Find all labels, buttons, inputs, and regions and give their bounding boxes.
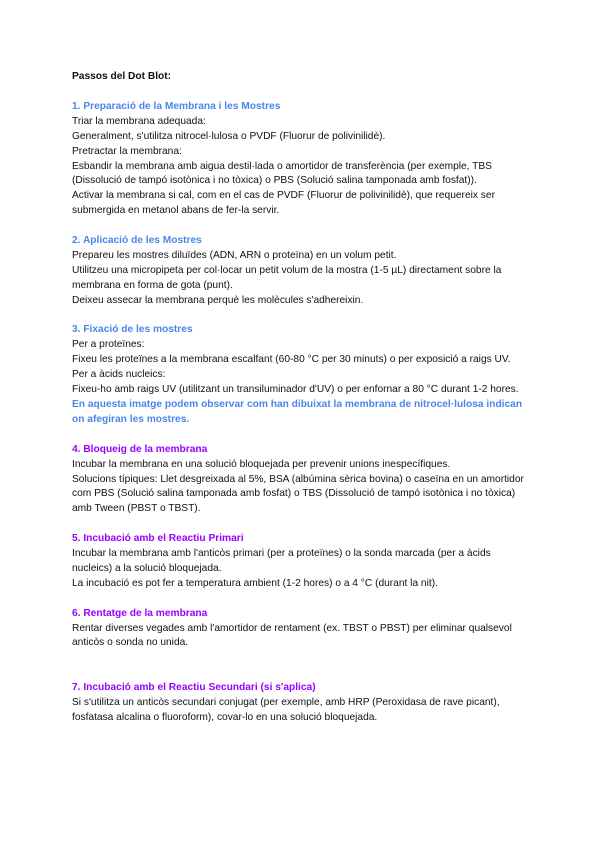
section-6 — [72, 607, 528, 652]
section-1 — [72, 100, 528, 219]
section-heading: 3. Fixació de les mostres — [72, 324, 193, 336]
paragraph: La incubació es pot fer a temperatura ambient (1-2 hores) o a 4 °C (durant la nit). — [72, 577, 438, 589]
paragraph: Deixeu assecar la membrana perquè les molècules s'adhereixin. — [72, 294, 364, 306]
paragraph: Incubar la membrana amb l'anticòs primari (per a proteïnes) o la sonda marcada (per a àcids nucleics) a la solució bloquejada. — [72, 548, 491, 574]
paragraph: Si s'utilitza un anticòs secundari conjugat (per exemple, amb HRP (Peroxidasa de rave picant), fosfatasa alcalina o fluoroform), covar-lo en una solució bloquejada. — [72, 697, 500, 724]
paragraph: Activar la membrana si cal, com en el cas de PVDF (Fluorur de polivinilidè), que requereix ser submergida en metanol abans de fer-la servir. — [72, 190, 495, 217]
paragraph: Rentar diverses vegades amb l'amortidor de rentament (ex. TBST o PBST) per eliminar qualsevol anticòs o sonda no unida. — [72, 622, 512, 649]
section-heading: 2. Aplicació de les Mostres — [72, 235, 202, 247]
section-7 — [72, 681, 528, 726]
paragraph: Fixeu les proteïnes a la membrana escalfant (60-80 °C per 30 minuts) o per exposició a raigs UV. — [72, 354, 511, 366]
paragraph: Esbandir la membrana amb aigua destil·lada o amortidor de transferència (per exemple, TBS (Dissolució de tampó isotònica i no tòxica) o PBS (Solució salina tamponada amb fosfat)). — [72, 160, 492, 187]
document-title: Passos del Dot Blot: — [72, 71, 172, 82]
paragraph: Utilitzeu una micropipeta per col·locar un petit volum de la mostra (1-5 µL) directament sobre la membrana en forma de gota (punt). — [72, 264, 502, 291]
section-heading: 6. Rentatge de la membrana — [72, 607, 208, 619]
section-5 — [72, 532, 528, 592]
paragraph: Generalment, s'utilitza nitrocel·lulosa o PVDF (Fluorur de polivinilidè). — [72, 130, 386, 142]
section-4 — [72, 443, 528, 518]
section-3 — [72, 323, 528, 427]
paragraph: Per a proteïnes: — [72, 339, 145, 351]
paragraph: Prepareu les mostres diluïdes (ADN, ARN o proteïna) en un volum petit. — [72, 249, 397, 261]
section-heading: 7. Incubació amb el Reactiu Secundari (si s'aplica) — [72, 682, 316, 694]
paragraph: Pretractar la membrana: — [72, 145, 182, 157]
paragraph: Per a àcids nucleics: — [72, 369, 166, 381]
paragraph: Solucions típiques: Llet desgreixada al 5%, BSA (albúmina sèrica bovina) o caseïna en un amortidor com PBS (Solució salina tamponada amb fosfat) o TBS (Dissolució de tampó isotònica i no tòxica) amb Tween (PBST o TBST). — [72, 473, 524, 515]
image-note: En aquesta imatge podem observar com han dibuixat la membrana de nitrocel·lulosa indican on afegiran les mostres. — [72, 399, 523, 425]
section-heading: 1. Preparació de la Membrana i les Mostres — [72, 100, 281, 112]
section-heading: 5. Incubació amb el Reactiu Primari — [72, 533, 244, 545]
paragraph: Triar la membrana adequada: — [72, 115, 206, 127]
paragraph: Incubar la membrana en una solució bloquejada per prevenir unions inespecífiques. — [72, 458, 451, 470]
section-heading: 4. Bloqueig de la membrana — [72, 443, 208, 455]
paragraph: Fixeu-ho amb raigs UV (utilitzant un transiluminador d'UV) o per enfornar a 80 °C durant 1-2 hores. — [72, 384, 519, 396]
section-2 — [72, 234, 528, 309]
